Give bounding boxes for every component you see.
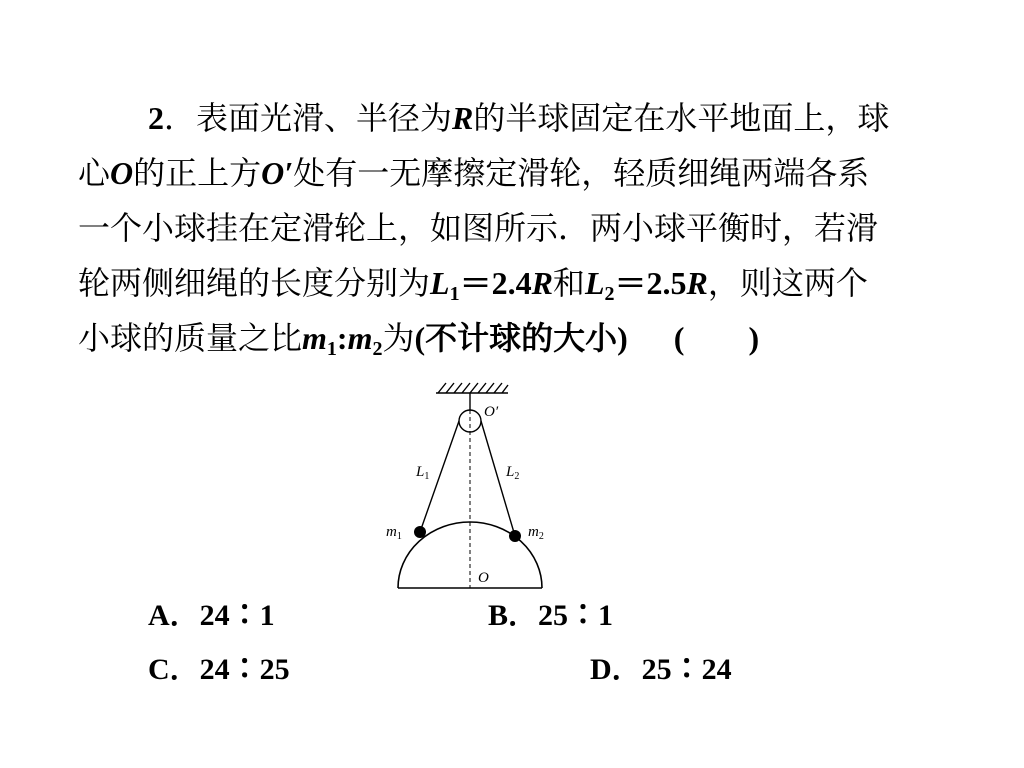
- physics-diagram: [380, 378, 560, 594]
- option-D-text: 25∶24: [641, 653, 732, 686]
- symbol-L1-sub: 1: [449, 283, 460, 305]
- ball-m2: [509, 530, 521, 542]
- answer-blank: ( ): [673, 320, 760, 356]
- option-C[interactable]: [148, 652, 290, 688]
- question-text-4b: ，则这两个: [707, 264, 868, 302]
- question-line-3: [78, 208, 878, 248]
- question-text-1a: 表面光滑、半径为: [196, 99, 453, 137]
- question-text-3: 一个小球挂在定滑轮上，如图所示．两小球平衡时，若滑: [78, 209, 879, 247]
- question-text-2c: 处有一无摩擦定滑轮，轻质细绳两端各系: [293, 154, 870, 192]
- question-text-5b: 为: [382, 319, 415, 357]
- question-number-sep: ．: [164, 99, 197, 137]
- option-B-text: 25∶1: [538, 599, 614, 632]
- option-D-sep: ．: [611, 653, 642, 686]
- label-m2: $m_2$: [528, 524, 544, 542]
- equation-L2: ＝2.5: [614, 265, 687, 301]
- question-line-2: [78, 153, 869, 193]
- question-line-5: [78, 318, 759, 358]
- symbol-L1: L: [430, 265, 450, 301]
- question-line-1: [148, 98, 889, 138]
- question-note: (不计球的大小): [414, 320, 628, 356]
- option-A-sep: ．: [169, 599, 200, 632]
- symbol-R: R: [452, 100, 474, 136]
- option-D[interactable]: [590, 652, 732, 688]
- symbol-R-1: R: [531, 265, 553, 301]
- question-line-4: [78, 263, 868, 303]
- option-B-sep: ．: [508, 599, 539, 632]
- symbol-L2: L: [584, 265, 605, 301]
- symbol-O: O: [110, 155, 134, 191]
- ratio-colon: :: [336, 320, 348, 356]
- ball-m1: [414, 526, 426, 538]
- symbol-m2-sub: 2: [372, 338, 383, 360]
- question-number: 2: [148, 100, 164, 136]
- label-L1: $L_1$: [416, 464, 430, 482]
- label-O-prime: O′: [484, 404, 499, 420]
- option-A-text: 24∶1: [199, 599, 275, 632]
- symbol-O-prime: O′: [261, 155, 294, 191]
- symbol-m1: m: [302, 320, 327, 356]
- question-text-5a: 小球的质量之比: [78, 319, 303, 357]
- symbol-m2: m: [347, 320, 373, 356]
- question-text-and: 和: [552, 264, 585, 302]
- symbol-m1-sub: 1: [326, 338, 337, 360]
- label-O: O: [478, 570, 489, 586]
- question-text-4a: 轮两侧细绳的长度分别为: [78, 264, 431, 302]
- label-L2: $L_2$: [506, 464, 520, 482]
- option-A-letter: A: [148, 599, 170, 632]
- option-B-letter: B: [488, 599, 509, 632]
- label-m1: $m_1$: [386, 524, 402, 542]
- question-text-1b: 的半球固定在水平地面上，球: [473, 99, 890, 137]
- question-text-2a: 心: [78, 154, 111, 192]
- option-C-letter: C: [148, 653, 170, 686]
- symbol-L2-sub: 2: [604, 283, 615, 305]
- option-C-text: 24∶25: [199, 653, 290, 686]
- question-text-2b: 的正上方: [133, 154, 262, 192]
- ceiling-support: [436, 383, 508, 393]
- option-A[interactable]: [148, 598, 275, 634]
- option-B[interactable]: [488, 598, 613, 634]
- option-C-sep: ．: [169, 653, 200, 686]
- option-D-letter: D: [590, 653, 612, 686]
- equation-L1: ＝2.4: [459, 265, 532, 301]
- symbol-R-2: R: [686, 265, 708, 301]
